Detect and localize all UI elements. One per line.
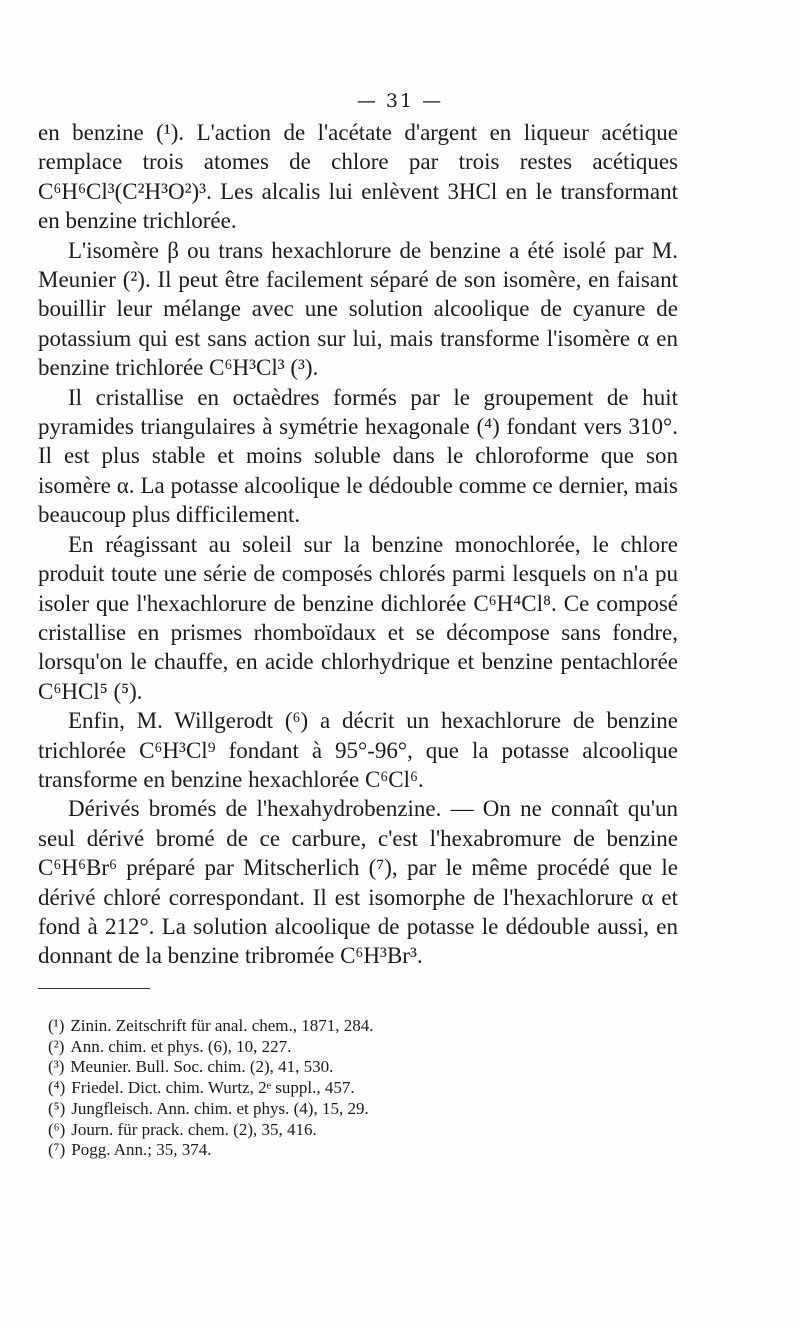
footnote-text: Jungfleisch. Ann. chim. et phys. (4), 15, 29.	[71, 1098, 369, 1118]
footnote-text: Ann. chim. et phys. (6), 10, 227.	[70, 1036, 292, 1056]
footnote-text: Meunier. Bull. Soc. chim. (2), 41, 530.	[70, 1057, 334, 1077]
footnote	[48, 1037, 668, 1058]
footnote	[48, 1140, 668, 1161]
paragraph-4: En réagissant au soleil sur la benzine monochlorée, le chlore produit toute une série de composés chlorés parmi lesquels on n'a pu isoler que l'hexachlorure de benzine dichlorée C⁶H⁴Cl⁸. Ce composé cristallise en prismes rhomboïdaux et se décompose sans fondre, lorsqu'on le chauffe, en acide chlorhydrique et benzine pentachlorée C⁶HCl⁵ (⁵).	[38, 531, 678, 704]
footnote-number: (³)	[48, 1057, 65, 1077]
footnote-text: Pogg. Ann.; 35, 374.	[71, 1140, 212, 1160]
footnote-text: Friedel. Dict. chim. Wurtz, 2ᵉ suppl., 457.	[71, 1078, 355, 1098]
paragraph-3: Il cristallise en octaèdres formés par le groupement de huit pyramides triangulaires à symétrie hexagonale (⁴) fondant vers 310°. Il est plus stable et moins soluble dans le chloroforme que son isomère α. La potasse alcoolique le dédouble comme ce dernier, mais beaucoup plus difficilement.	[38, 384, 678, 528]
page-number: — 31 —	[356, 90, 444, 112]
footnote-number: (⁵)	[48, 1098, 66, 1118]
footnote	[48, 1078, 668, 1099]
footnote-text: Journ. für prack. chem. (2), 35, 416.	[71, 1119, 317, 1139]
footnote-number: (⁷)	[48, 1140, 66, 1160]
footnote-number: (¹)	[48, 1016, 65, 1035]
body-text	[38, 118, 678, 971]
paragraph-2: L'isomère β ou trans hexachlorure de benzine a été isolé par M. Meunier (²). Il peut être facilement séparé de son isomère, en faisant bouillir leur mélange avec une solution alcoolique de cyanure de potassium qui est sans action sur lui, mais transforme l'isomère α en benzine trichlorée C⁶H³Cl³ (³).	[38, 237, 678, 381]
paragraph-5: Enfin, M. Willgerodt (⁶) a décrit un hexachlorure de benzine trichlorée C⁶H³Cl⁹ fondant à 95°-96°, que la potasse alcoolique transforme en benzine hexachlorée C⁶Cl⁶.	[38, 708, 678, 792]
footnote-number: (²)	[48, 1036, 65, 1056]
paragraph-1: en benzine (¹). L'action de l'acétate d'argent en liqueur acétique remplace trois atomes de chlore par trois restes acétiques C⁶H⁶Cl³(C²H³O²)³. Les alcalis lui enlèvent 3HCl en le transformant en benzine trichlorée.	[38, 120, 678, 234]
footnote	[48, 1120, 668, 1141]
footnote	[48, 1016, 668, 1037]
footnote-text: Zinin. Zeitschrift für anal. chem., 1871, 284.	[70, 1016, 374, 1035]
footnotes	[48, 1016, 668, 1161]
footnote-number: (⁶)	[48, 1119, 66, 1139]
footnote-divider	[38, 988, 150, 989]
footnote-number: (⁴)	[48, 1078, 66, 1098]
footnote	[48, 1099, 668, 1120]
footnote	[48, 1057, 668, 1078]
paragraph-6: Dérivés bromés de l'hexahydrobenzine. — On ne connaît qu'un seul dérivé bromé de ce carbure, c'est l'hexabromure de benzine C⁶H⁶Br⁶ préparé par Mitscherlich (⁷), par le même procédé que le dérivé chloré correspondant. Il est isomorphe de l'hexachlorure α et fond à 212°. La solution alcoolique de potasse le dédouble aussi, en donnant de la benzine tribromée C⁶H³Br³.	[38, 796, 678, 969]
